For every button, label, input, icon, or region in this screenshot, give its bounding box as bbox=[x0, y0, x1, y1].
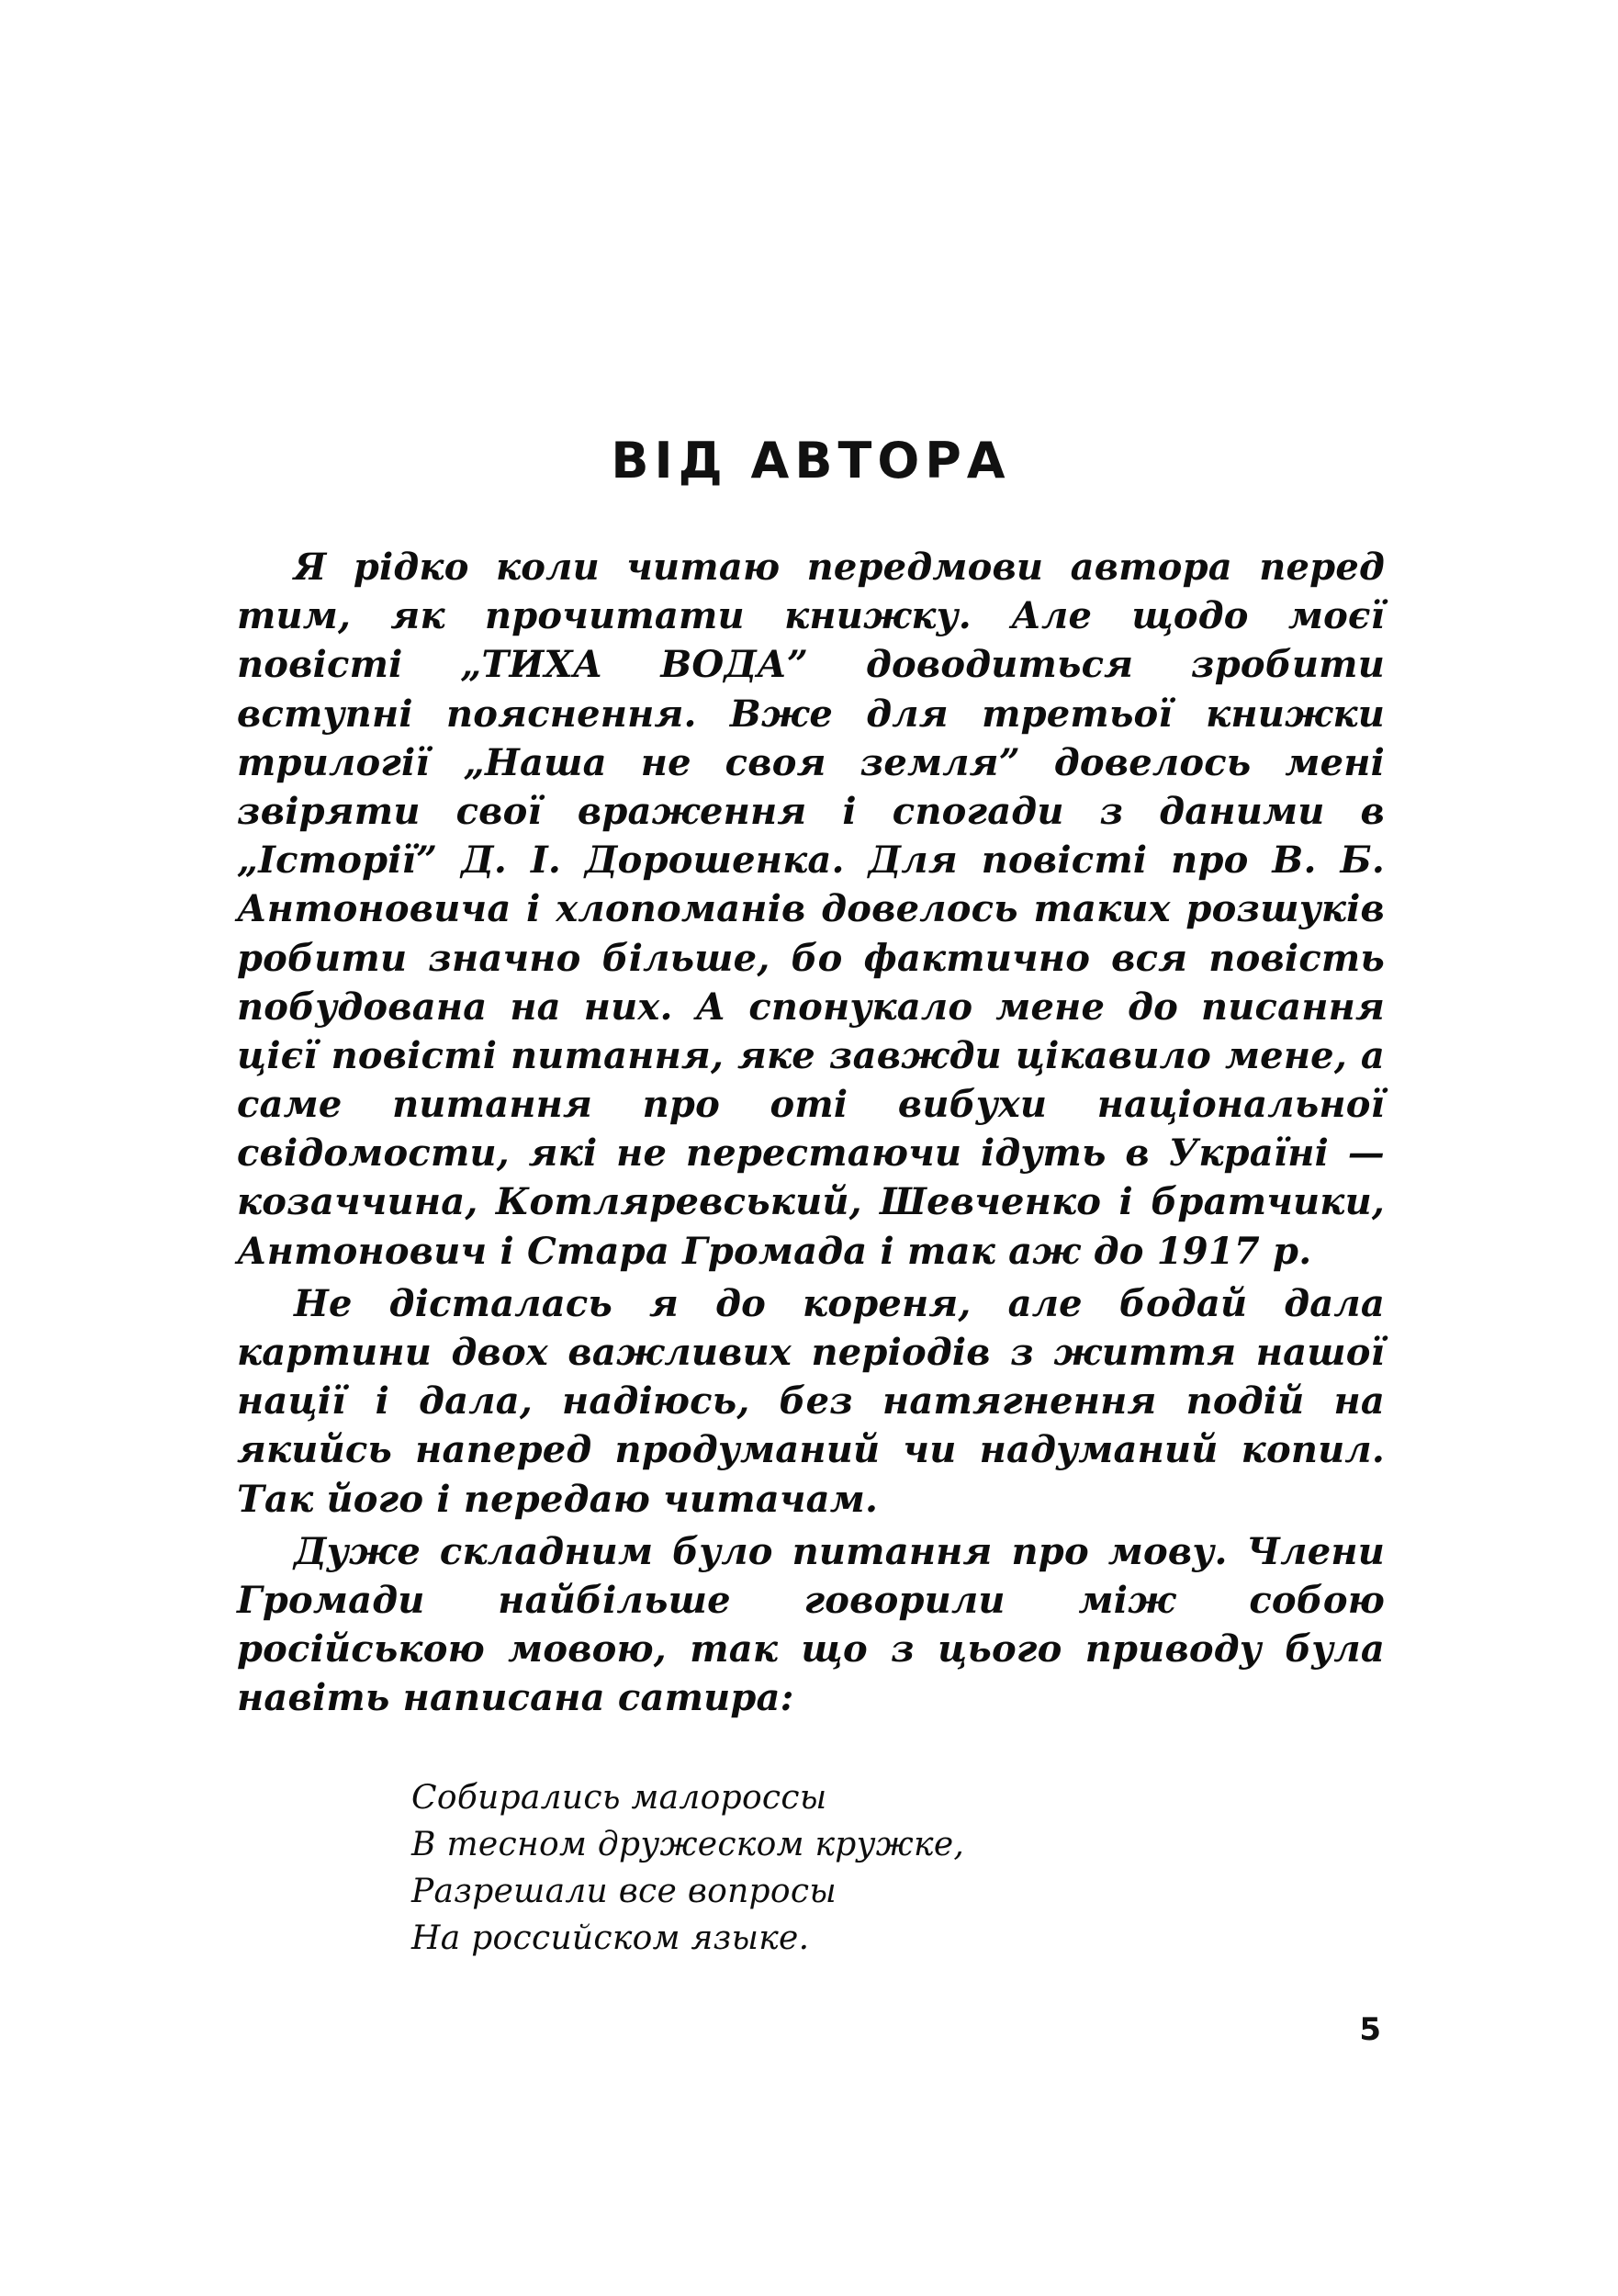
verse-line: Собирались малороссы bbox=[411, 1778, 827, 1817]
page-content bbox=[237, 432, 1385, 1962]
verse-line: В тесном дружеском кружке, bbox=[411, 1825, 965, 1863]
paragraph: Не дісталась я до кореня, але бодай дала картини двох важливих періодів з життя нашої нації і дала, надіюсь, без натягнення подій на якийсь наперед продуманий чи надуманий копил. Так його і передаю читачам. bbox=[237, 1281, 1385, 1521]
verse-quote bbox=[237, 1774, 1385, 1962]
verse-line: Разрешали все вопросы bbox=[411, 1872, 837, 1910]
paragraph: Я рідко коли читаю передмови автора перед тим, як прочитати книжку. Але щодо моєї повісті „ТИХА ВОДА” доводиться зробити вступні пояснення. Вже для третьої книжки трилогії „Наша не своя земля” довелось мені звіряти свої враження і спогади з даними в „Історії” Д. І. Дорошенка. Для повісті про В. Б. Антоновича і хлопоманів довелось таких розшуків робити значно більше, бо фактично вся повість побудована на них. А спонукало мене до писання цієї повісті питання, яке завжди цікавило мене, а саме питання про оті вибухи національної свідомости, які не перестаючи ідуть в Україні — козаччина, Котляревський, Шевченко і братчики, Антонович і Стара Громада і так аж до 1917 р. bbox=[237, 546, 1385, 1273]
body-copy bbox=[237, 543, 1385, 1723]
verse-line: На российском языке. bbox=[411, 1919, 810, 1957]
page-number: 5 bbox=[1359, 2011, 1381, 2048]
paragraph: Дуже складним було питання про мову. Члени Громади найбільше говорили між собою російською мовою, так що з цього приводу була навіть написана сатира: bbox=[237, 1529, 1385, 1720]
page-title: ВІД АВТОРА bbox=[611, 432, 1011, 490]
